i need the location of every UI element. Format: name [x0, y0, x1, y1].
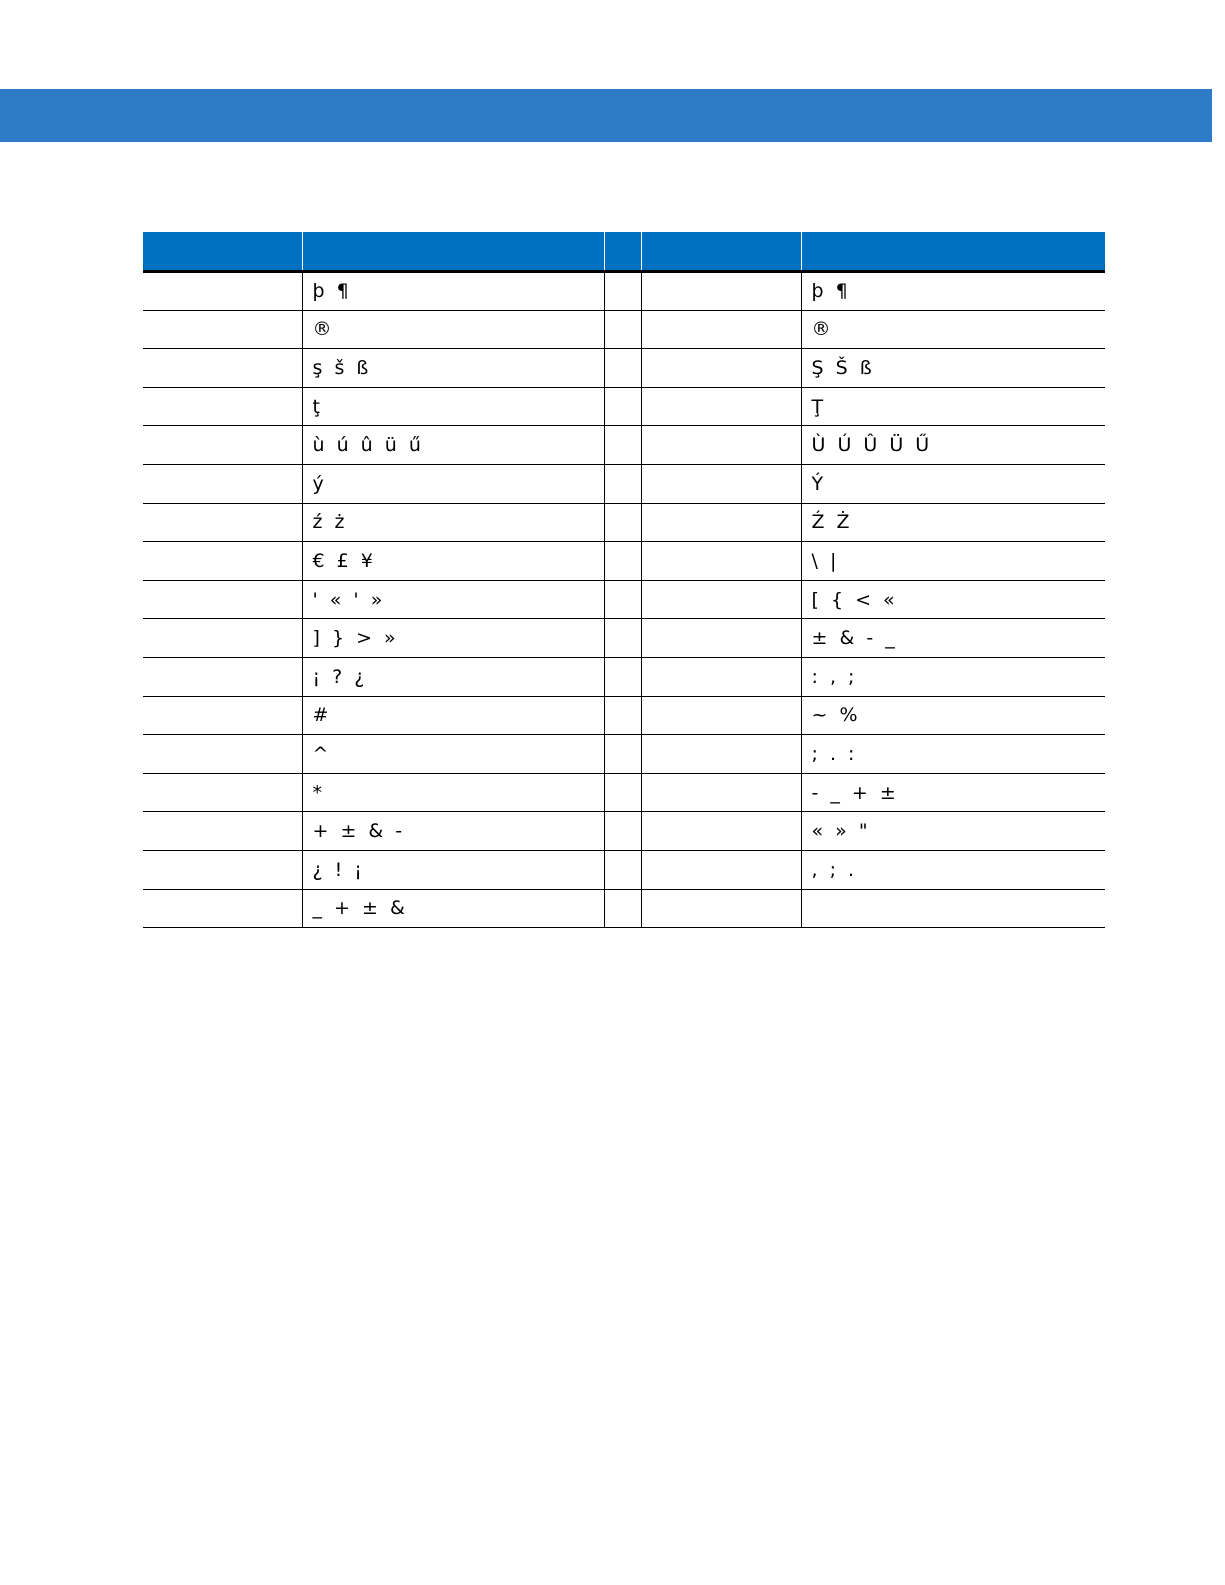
- table-cell: [641, 696, 801, 735]
- table-row: [143, 464, 1105, 503]
- table-row: [143, 310, 1105, 349]
- table-cell: [641, 426, 801, 465]
- table-cell: [641, 310, 801, 349]
- table-row: [143, 773, 1105, 812]
- table-cell: ®: [801, 310, 1105, 349]
- table-cell: [641, 272, 801, 311]
- table-cell: ' « ' »: [302, 580, 604, 619]
- table-cell: Ù Ú Û Ü Ű: [801, 426, 1105, 465]
- table-cell: [143, 426, 302, 465]
- table-cell: [604, 349, 641, 388]
- table-cell: [801, 889, 1105, 928]
- table-cell: [604, 542, 641, 581]
- table-cell: [604, 310, 641, 349]
- table-cell: þ ¶: [302, 272, 604, 311]
- table-cell: ù ú û ü ű: [302, 426, 604, 465]
- table-cell: ¡ ? ¿: [302, 657, 604, 696]
- table-cell: [604, 387, 641, 426]
- table-cell: [ { < «: [801, 580, 1105, 619]
- table-cell: - _ + ±: [801, 773, 1105, 812]
- table-cell: #: [302, 696, 604, 735]
- table-cell: [604, 503, 641, 542]
- table-cell: [143, 272, 302, 311]
- table-cell: [641, 735, 801, 774]
- table-cell: ý: [302, 464, 604, 503]
- table-cell: [604, 580, 641, 619]
- table-header-cell: [143, 232, 302, 272]
- table-row: [143, 696, 1105, 735]
- table-cell: Ý: [801, 464, 1105, 503]
- table-cell: [641, 657, 801, 696]
- table-cell: [604, 426, 641, 465]
- table-cell: [143, 619, 302, 658]
- table-cell: [143, 503, 302, 542]
- table-cell: [143, 542, 302, 581]
- table-cell: [143, 657, 302, 696]
- table-cell: , ; .: [801, 850, 1105, 889]
- table-cell: \ |: [801, 542, 1105, 581]
- table-header-cell: [302, 232, 604, 272]
- table-row: [143, 426, 1105, 465]
- table-cell: ®: [302, 310, 604, 349]
- table-cell: [604, 657, 641, 696]
- table-cell: « » ": [801, 812, 1105, 851]
- table-cell: [604, 889, 641, 928]
- table-cell: [641, 850, 801, 889]
- table-row: [143, 387, 1105, 426]
- table-cell: [143, 580, 302, 619]
- table-cell: ; . :: [801, 735, 1105, 774]
- table-cell: ~ %: [801, 696, 1105, 735]
- table-cell: [143, 310, 302, 349]
- table-header-cell: [641, 232, 801, 272]
- table-cell: [143, 850, 302, 889]
- table-cell: [604, 850, 641, 889]
- table-cell: [143, 735, 302, 774]
- table-cell: [604, 812, 641, 851]
- table-header-cell: [604, 232, 641, 272]
- table-cell: Ź Ż: [801, 503, 1105, 542]
- table-row: [143, 542, 1105, 581]
- table-cell: [641, 812, 801, 851]
- table-cell: [604, 773, 641, 812]
- table-cell: [641, 349, 801, 388]
- table-cell: [641, 542, 801, 581]
- table-cell: [641, 503, 801, 542]
- table-row: [143, 580, 1105, 619]
- table-cell: þ ¶: [801, 272, 1105, 311]
- table-cell: € £ ¥: [302, 542, 604, 581]
- table-cell: [604, 696, 641, 735]
- table-cell: [604, 272, 641, 311]
- table-cell: [604, 619, 641, 658]
- table-cell: [641, 580, 801, 619]
- table-cell: : , ;: [801, 657, 1105, 696]
- table-cell: ź ż: [302, 503, 604, 542]
- table-cell: ţ: [302, 387, 604, 426]
- table-row: [143, 503, 1105, 542]
- table-cell: [143, 889, 302, 928]
- table-header-row: [143, 232, 1105, 272]
- table-cell: [641, 464, 801, 503]
- table-cell: [641, 387, 801, 426]
- table-cell: [143, 696, 302, 735]
- table-header-cell: [801, 232, 1105, 272]
- table-cell: [604, 464, 641, 503]
- table-cell: [143, 773, 302, 812]
- table-cell: [143, 464, 302, 503]
- table-row: [143, 889, 1105, 928]
- table-cell: Ţ: [801, 387, 1105, 426]
- table-cell: ^: [302, 735, 604, 774]
- table-cell: *: [302, 773, 604, 812]
- table-cell: ¿ ! ¡: [302, 850, 604, 889]
- table-row: [143, 850, 1105, 889]
- table-row: [143, 657, 1105, 696]
- table-row: [143, 812, 1105, 851]
- table-cell: _ + ± &: [302, 889, 604, 928]
- table-row: [143, 619, 1105, 658]
- table-row: [143, 349, 1105, 388]
- table-cell: [641, 619, 801, 658]
- table-cell: [143, 349, 302, 388]
- table-cell: + ± & -: [302, 812, 604, 851]
- character-table: [143, 232, 1105, 928]
- table-cell: ± & - _: [801, 619, 1105, 658]
- header-band: [0, 89, 1212, 142]
- table-row: [143, 735, 1105, 774]
- table-cell: [143, 812, 302, 851]
- table-cell: Ş Š ß: [801, 349, 1105, 388]
- table-cell: [143, 387, 302, 426]
- table-cell: [604, 735, 641, 774]
- table-row: [143, 272, 1105, 311]
- table-cell: ] } > »: [302, 619, 604, 658]
- table-cell: [641, 889, 801, 928]
- table-cell: [641, 773, 801, 812]
- table-cell: ş š ß: [302, 349, 604, 388]
